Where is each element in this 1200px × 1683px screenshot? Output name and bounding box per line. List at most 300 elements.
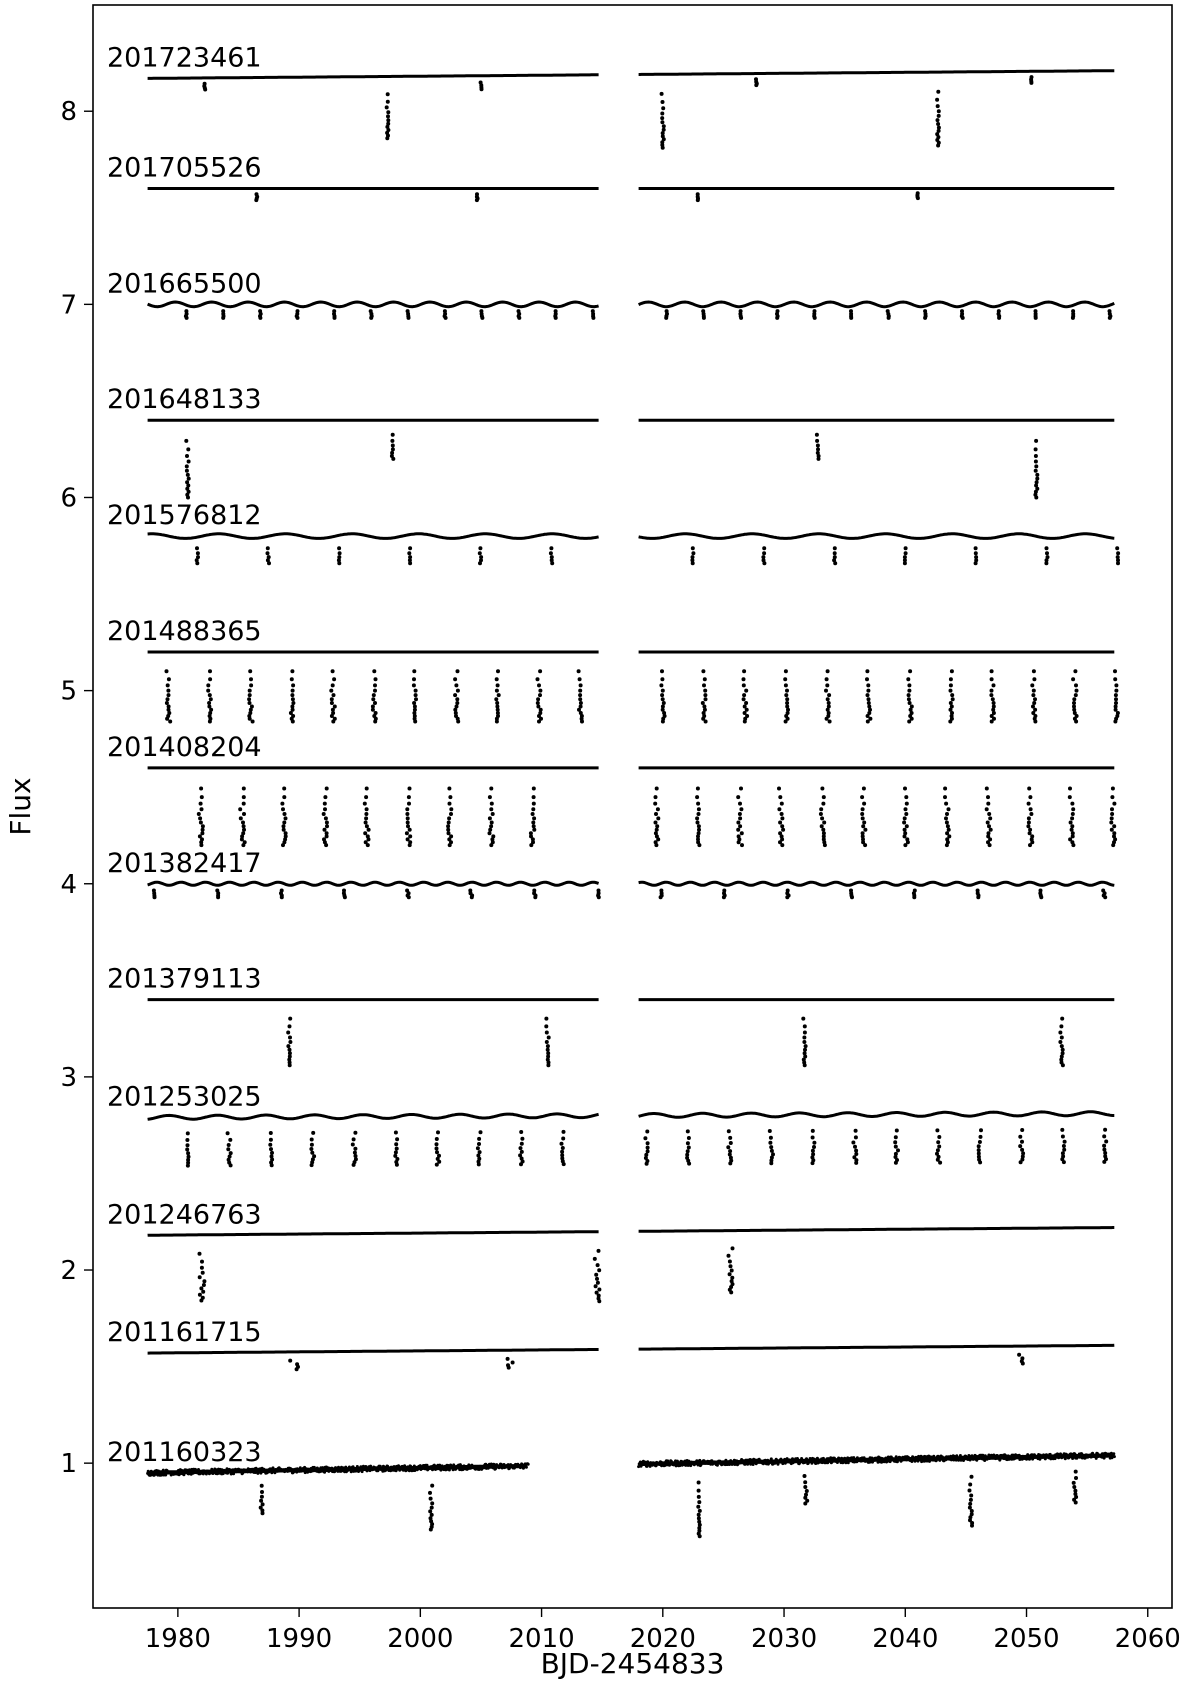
transit-point bbox=[943, 795, 947, 799]
transit-point bbox=[1116, 551, 1120, 555]
transit-point bbox=[754, 83, 758, 87]
transit-point bbox=[199, 787, 203, 791]
x-tick-label: 2010 bbox=[508, 1624, 575, 1654]
transit-point bbox=[242, 802, 246, 806]
transit-point bbox=[946, 824, 950, 828]
transit-point bbox=[596, 1263, 600, 1267]
transit-point bbox=[549, 551, 553, 555]
transit-point bbox=[373, 720, 377, 724]
flux-point bbox=[508, 1467, 511, 1470]
transit-point bbox=[407, 895, 411, 899]
transit-point bbox=[646, 1146, 650, 1150]
transit-point bbox=[1071, 316, 1075, 320]
transit-point bbox=[854, 1161, 858, 1165]
transit-point bbox=[591, 316, 595, 320]
transit-point bbox=[861, 824, 865, 828]
x-axis-label: BJD-2454833 bbox=[540, 1647, 725, 1680]
transit-point bbox=[1114, 689, 1118, 693]
transit-point bbox=[1102, 1148, 1106, 1152]
transit-point bbox=[661, 720, 665, 724]
transit-point bbox=[168, 720, 172, 724]
transit-point bbox=[201, 824, 205, 828]
transit-point bbox=[241, 843, 245, 847]
transit-point bbox=[251, 720, 255, 724]
transit-point bbox=[290, 693, 294, 697]
flux-point bbox=[452, 1463, 455, 1466]
transit-point bbox=[744, 689, 748, 693]
transit-point bbox=[478, 561, 482, 565]
transit-point bbox=[803, 1024, 807, 1028]
transit-point bbox=[184, 439, 188, 443]
transit-point bbox=[970, 1524, 974, 1528]
transit-point bbox=[519, 1146, 523, 1150]
flux-point bbox=[847, 1461, 850, 1464]
transit-point bbox=[260, 1495, 264, 1499]
transit-point bbox=[489, 787, 493, 791]
transit-point bbox=[242, 795, 246, 799]
transit-point bbox=[259, 1499, 263, 1503]
transit-point bbox=[453, 693, 457, 697]
transit-point bbox=[449, 812, 453, 816]
transit-point bbox=[1039, 895, 1043, 899]
transit-point bbox=[254, 198, 258, 202]
transit-point bbox=[324, 816, 328, 820]
transit-point bbox=[820, 824, 824, 828]
transit-point bbox=[369, 316, 373, 320]
transit-point bbox=[520, 1150, 524, 1154]
transit-point bbox=[507, 1366, 511, 1370]
transit-point bbox=[1032, 669, 1036, 673]
transit-point bbox=[968, 1483, 972, 1487]
transit-point bbox=[597, 1299, 601, 1303]
transit-point bbox=[186, 473, 190, 477]
transit-point bbox=[743, 720, 747, 724]
transit-point bbox=[660, 677, 664, 681]
transit-point bbox=[185, 454, 189, 458]
transit-point bbox=[1070, 816, 1074, 820]
transit-point bbox=[537, 720, 541, 724]
transit-point bbox=[989, 693, 993, 697]
transit-point bbox=[480, 87, 484, 91]
transit-point bbox=[447, 831, 451, 835]
transit-point bbox=[1113, 677, 1117, 681]
transit-point bbox=[228, 1138, 232, 1142]
transit-point bbox=[201, 828, 205, 832]
transit-point bbox=[331, 683, 335, 687]
flux-point bbox=[1103, 1457, 1106, 1460]
transit-point bbox=[166, 683, 170, 687]
series-201648133 bbox=[107, 384, 1114, 499]
transit-point bbox=[430, 1484, 434, 1488]
transit-point bbox=[768, 1141, 772, 1145]
transit-point bbox=[1072, 701, 1076, 705]
transit-point bbox=[511, 1361, 515, 1365]
transit-point bbox=[704, 720, 708, 724]
transit-point bbox=[386, 110, 390, 114]
transit-point bbox=[282, 828, 286, 832]
transit-point bbox=[736, 795, 740, 799]
transit-point bbox=[1018, 1135, 1022, 1139]
flux-point bbox=[1112, 1452, 1115, 1455]
transit-point bbox=[1114, 693, 1118, 697]
transit-point bbox=[697, 1489, 701, 1493]
transit-point bbox=[597, 1288, 601, 1292]
transit-point bbox=[1034, 496, 1038, 500]
transit-point bbox=[324, 843, 328, 847]
transit-point bbox=[1074, 720, 1078, 724]
transit-point bbox=[593, 1257, 597, 1261]
transit-point bbox=[367, 837, 371, 841]
transit-point bbox=[777, 807, 781, 811]
transit-point bbox=[937, 109, 941, 113]
x-tick-label: 2040 bbox=[872, 1624, 939, 1654]
transit-point bbox=[186, 447, 190, 451]
transit-point bbox=[202, 1283, 206, 1287]
flux-point bbox=[358, 1469, 361, 1472]
flux-point bbox=[494, 1467, 497, 1470]
transit-point bbox=[785, 701, 789, 705]
transit-point bbox=[906, 677, 910, 681]
transit-point bbox=[489, 807, 493, 811]
transit-point bbox=[372, 669, 376, 673]
transit-point bbox=[199, 821, 203, 825]
transit-point bbox=[352, 1137, 356, 1141]
transit-point bbox=[728, 1136, 732, 1140]
transit-point bbox=[816, 444, 820, 448]
y-tick-label: 6 bbox=[60, 483, 77, 514]
transit-point bbox=[727, 1129, 731, 1133]
transit-point bbox=[854, 1149, 858, 1153]
transit-point bbox=[200, 795, 204, 799]
transit-point bbox=[288, 1017, 292, 1021]
transit-point bbox=[1032, 701, 1036, 705]
transit-point bbox=[1074, 683, 1078, 687]
baseline-trace bbox=[148, 75, 599, 79]
transit-point bbox=[597, 1268, 601, 1272]
transit-point bbox=[331, 720, 335, 724]
transit-point bbox=[803, 1485, 807, 1489]
transit-point bbox=[654, 843, 658, 847]
transit-point bbox=[386, 114, 390, 118]
transit-point bbox=[365, 807, 369, 811]
series-201705526 bbox=[107, 153, 1114, 203]
transit-point bbox=[186, 1151, 190, 1155]
transit-point bbox=[280, 895, 284, 899]
transit-point bbox=[904, 546, 908, 550]
transit-point bbox=[242, 824, 246, 828]
transit-point bbox=[1103, 1128, 1107, 1132]
transit-point bbox=[1034, 464, 1038, 468]
transit-point bbox=[945, 821, 949, 825]
transit-point bbox=[825, 683, 829, 687]
transit-point bbox=[949, 683, 953, 687]
transit-point bbox=[661, 106, 665, 110]
transit-point bbox=[736, 828, 740, 832]
transit-point bbox=[412, 669, 416, 673]
transit-point bbox=[249, 683, 253, 687]
transit-point bbox=[478, 546, 482, 550]
transit-point bbox=[739, 316, 743, 320]
transit-point bbox=[777, 787, 781, 791]
transit-point bbox=[853, 1145, 857, 1149]
transit-point bbox=[394, 1142, 398, 1146]
flux-point bbox=[376, 1469, 379, 1472]
flux-point bbox=[330, 1467, 333, 1470]
transit-point bbox=[866, 720, 870, 724]
transit-point bbox=[216, 895, 220, 899]
transit-point bbox=[296, 316, 300, 320]
transit-point bbox=[949, 677, 953, 681]
transit-point bbox=[1027, 821, 1031, 825]
transit-point bbox=[238, 807, 242, 811]
transit-point bbox=[435, 1150, 439, 1154]
transit-point bbox=[165, 669, 169, 673]
transit-point bbox=[290, 677, 294, 681]
transit-point bbox=[1058, 1031, 1062, 1035]
transit-point bbox=[199, 843, 203, 847]
transit-point bbox=[186, 1143, 190, 1147]
transit-point bbox=[597, 1249, 601, 1253]
transit-point bbox=[242, 812, 246, 816]
transit-point bbox=[1033, 720, 1037, 724]
transit-point bbox=[862, 802, 866, 806]
transit-point bbox=[447, 821, 451, 825]
transit-point bbox=[195, 546, 199, 550]
transit-point bbox=[1028, 831, 1032, 835]
transit-point bbox=[209, 697, 213, 701]
transit-point bbox=[803, 1502, 807, 1506]
transit-point bbox=[449, 807, 453, 811]
transit-point bbox=[866, 683, 870, 687]
flux-point bbox=[1071, 1457, 1074, 1460]
series-label: 201253025 bbox=[107, 1081, 262, 1113]
transit-point bbox=[697, 812, 701, 816]
baseline-trace bbox=[148, 1114, 599, 1119]
transit-point bbox=[780, 812, 784, 816]
transit-point bbox=[698, 1534, 702, 1538]
transit-point bbox=[976, 895, 980, 899]
transit-point bbox=[578, 693, 582, 697]
transit-point bbox=[945, 843, 949, 847]
transit-point bbox=[974, 561, 978, 565]
transit-point bbox=[1035, 477, 1039, 481]
transit-point bbox=[448, 802, 452, 806]
transit-point bbox=[1111, 787, 1115, 791]
flux-point bbox=[755, 1462, 758, 1465]
y-tick-label: 8 bbox=[60, 97, 77, 128]
transit-point bbox=[696, 787, 700, 791]
transit-point bbox=[645, 1130, 649, 1134]
transit-point bbox=[258, 316, 262, 320]
transit-point bbox=[738, 824, 742, 828]
transit-point bbox=[435, 1163, 439, 1167]
transit-point bbox=[990, 669, 994, 673]
transit-point bbox=[783, 677, 787, 681]
transit-point bbox=[407, 551, 411, 555]
transit-point bbox=[696, 1505, 700, 1509]
transit-point bbox=[366, 843, 370, 847]
transit-point bbox=[444, 316, 448, 320]
transit-point bbox=[248, 669, 252, 673]
transit-point bbox=[456, 669, 460, 673]
transit-point bbox=[653, 802, 657, 806]
transit-point bbox=[801, 1017, 805, 1021]
transit-point bbox=[1045, 546, 1049, 550]
transit-point bbox=[1020, 1140, 1024, 1144]
transit-point bbox=[1034, 447, 1038, 451]
flux-point bbox=[955, 1454, 958, 1457]
transit-point bbox=[945, 812, 949, 816]
transit-point bbox=[1102, 1134, 1106, 1138]
transit-point bbox=[476, 1146, 480, 1150]
transit-point bbox=[269, 1138, 273, 1142]
transit-point bbox=[904, 795, 908, 799]
flux-point bbox=[527, 1463, 530, 1466]
transit-point bbox=[199, 1299, 203, 1303]
transit-point bbox=[992, 683, 996, 687]
transit-point bbox=[309, 1147, 313, 1151]
transit-point bbox=[536, 705, 540, 709]
transit-point bbox=[812, 1145, 816, 1149]
transit-point bbox=[905, 802, 909, 806]
transit-point bbox=[1112, 802, 1116, 806]
transit-point bbox=[291, 701, 295, 705]
transit-point bbox=[970, 1475, 974, 1479]
transit-point bbox=[365, 787, 369, 791]
transit-point bbox=[311, 1131, 315, 1135]
transit-point bbox=[596, 1281, 600, 1285]
flux-point bbox=[267, 1470, 270, 1473]
transit-point bbox=[429, 1497, 433, 1501]
transit-point bbox=[1021, 1362, 1025, 1366]
transit-point bbox=[352, 1163, 356, 1167]
transit-point bbox=[739, 787, 743, 791]
transit-point bbox=[943, 787, 947, 791]
transit-point bbox=[447, 787, 451, 791]
transit-point bbox=[691, 561, 695, 565]
transit-point bbox=[833, 551, 837, 555]
transit-point bbox=[659, 683, 663, 687]
transit-point bbox=[802, 1040, 806, 1044]
transit-point bbox=[291, 720, 295, 724]
transit-point bbox=[283, 812, 287, 816]
transit-point bbox=[805, 1489, 809, 1493]
flux-point bbox=[147, 1470, 150, 1473]
transit-point bbox=[249, 677, 253, 681]
transit-point bbox=[935, 1128, 939, 1132]
transit-point bbox=[902, 821, 906, 825]
transit-point bbox=[1110, 828, 1114, 832]
transit-point bbox=[198, 816, 202, 820]
transit-point bbox=[936, 122, 940, 126]
transit-point bbox=[661, 100, 665, 104]
transit-point bbox=[991, 697, 995, 701]
transit-point bbox=[903, 816, 907, 820]
transit-point bbox=[1063, 1140, 1067, 1144]
transit-point bbox=[490, 802, 494, 806]
transit-point bbox=[862, 821, 866, 825]
series-layer bbox=[107, 42, 1120, 1538]
transit-point bbox=[986, 795, 990, 799]
transit-point bbox=[167, 693, 171, 697]
flux-point bbox=[403, 1464, 406, 1467]
transit-point bbox=[722, 895, 726, 899]
transit-point bbox=[374, 677, 378, 681]
baseline-trace bbox=[639, 1228, 1115, 1232]
transit-point bbox=[1029, 812, 1033, 816]
transit-point bbox=[655, 787, 659, 791]
transit-point bbox=[1075, 689, 1079, 693]
transit-point bbox=[736, 821, 740, 825]
transit-point bbox=[654, 821, 658, 825]
transit-point bbox=[229, 1163, 233, 1167]
transit-point bbox=[661, 146, 665, 150]
transit-point bbox=[687, 1162, 691, 1166]
transit-point bbox=[1102, 1144, 1106, 1148]
transit-point bbox=[729, 1264, 733, 1268]
transit-point bbox=[987, 812, 991, 816]
y-tick-label: 2 bbox=[60, 1256, 77, 1287]
transit-point bbox=[578, 677, 582, 681]
transit-point bbox=[1115, 546, 1119, 550]
transit-point bbox=[822, 795, 826, 799]
transit-point bbox=[201, 1290, 205, 1294]
transit-point bbox=[780, 824, 784, 828]
transit-point bbox=[371, 697, 375, 701]
transit-point bbox=[1028, 843, 1032, 847]
transit-point bbox=[206, 689, 210, 693]
transit-point bbox=[936, 1140, 940, 1144]
transit-point bbox=[200, 1266, 204, 1270]
transit-point bbox=[819, 807, 823, 811]
transit-point bbox=[729, 1290, 733, 1294]
x-tick-label: 2030 bbox=[750, 1624, 818, 1654]
transit-point bbox=[660, 120, 664, 124]
transit-point bbox=[1062, 1144, 1066, 1148]
flux-point bbox=[881, 1457, 884, 1460]
baseline-trace bbox=[148, 882, 599, 885]
transit-point bbox=[660, 116, 664, 120]
transit-point bbox=[701, 669, 705, 673]
transit-point bbox=[448, 795, 452, 799]
transit-point bbox=[895, 1129, 899, 1133]
transit-point bbox=[662, 124, 666, 128]
transit-point bbox=[825, 717, 829, 721]
transit-point bbox=[282, 795, 286, 799]
series-201665500 bbox=[107, 268, 1114, 320]
transit-point bbox=[412, 701, 416, 705]
baseline-trace bbox=[639, 1112, 1115, 1118]
baseline-trace bbox=[148, 302, 599, 307]
transit-point bbox=[979, 1128, 983, 1132]
flux-point bbox=[1018, 1454, 1021, 1457]
transit-point bbox=[269, 1147, 273, 1151]
transit-point bbox=[1112, 824, 1116, 828]
transit-point bbox=[803, 1063, 807, 1067]
transit-point bbox=[985, 787, 989, 791]
transit-point bbox=[428, 1509, 432, 1513]
transit-point bbox=[519, 1130, 523, 1134]
transit-point bbox=[1113, 720, 1117, 724]
transit-point bbox=[823, 843, 827, 847]
flux-point bbox=[192, 1472, 195, 1475]
transit-point bbox=[729, 1141, 733, 1145]
transit-point bbox=[203, 88, 207, 92]
transit-point bbox=[827, 693, 831, 697]
transit-point bbox=[968, 1489, 972, 1493]
transit-point bbox=[762, 546, 766, 550]
transit-point bbox=[989, 828, 993, 832]
